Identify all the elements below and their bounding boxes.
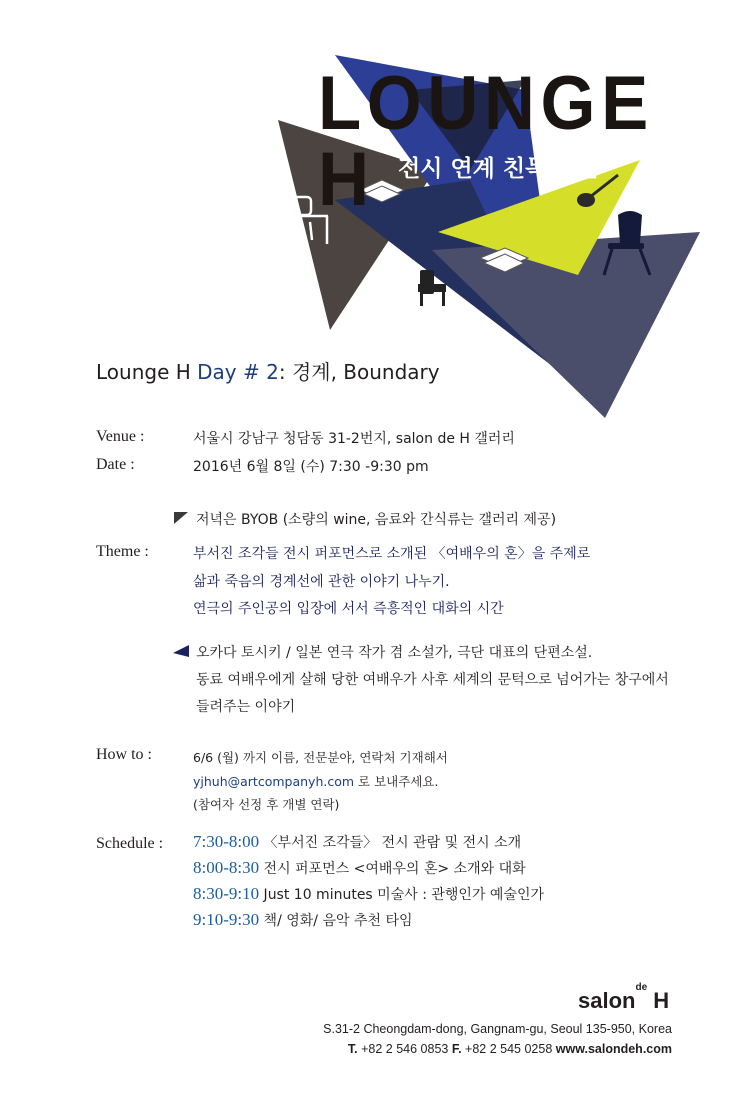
- brand-sup: de: [635, 981, 648, 993]
- fax-number: +82 2 545 0258: [461, 1042, 556, 1056]
- triangle-bullet-icon: [174, 512, 188, 524]
- footer-address: S.31-2 Cheongdam-dong, Gangnam-gu, Seoul 135-950, Korea: [323, 1022, 672, 1036]
- theme-line: 연극의 주인공의 입장에 서서 즉흥적인 대화의 시간: [193, 601, 504, 617]
- howto-line: (참여자 선정 후 개별 연락): [193, 797, 340, 812]
- theme-line: 삶과 죽음의 경계선에 관한 이야기 나누기.: [193, 574, 450, 590]
- fax-label: F.: [451, 1042, 462, 1056]
- tel-number: +82 2 546 0853: [357, 1042, 452, 1056]
- schedule-desc: Just 10 minutes 미술사 : 관행인가 예술인가: [259, 887, 545, 903]
- howto-email-link[interactable]: yjhuh@artcompanyh.com: [193, 774, 355, 789]
- schedule-time: 8:30-9:10: [193, 884, 260, 903]
- title-suffix: : 경계, Boundary: [278, 360, 440, 384]
- howto-line: 6/6 (월) 까지 이름, 전문분야, 연락처 기재해서: [193, 750, 448, 765]
- tagline: 전시 연계 친목 모임: [398, 156, 600, 182]
- triangle-bullet-icon: [173, 645, 189, 657]
- howto-line: [193, 772, 438, 790]
- schedule-time: 9:10-9:30: [193, 910, 260, 929]
- schedule-item: [193, 910, 413, 930]
- schedule-item: [193, 884, 544, 904]
- schedule-time: 7:30-8:00: [193, 832, 260, 851]
- website-link[interactable]: www.salondeh.com: [555, 1042, 672, 1056]
- brand-end: H: [647, 988, 670, 1013]
- schedule-item: [193, 858, 526, 878]
- footer-brand-logo: [578, 981, 670, 1014]
- venue-label: Venue :: [96, 428, 145, 445]
- schedule-desc: 책/ 영화/ 음악 추천 타임: [259, 913, 413, 929]
- venue-value: 서울시 강남구 청담동 31-2번지, salon de H 갤러리: [193, 431, 515, 447]
- footer-contact: [348, 1042, 672, 1056]
- title-day: Day # 2: [197, 360, 279, 384]
- event-title: [96, 356, 440, 385]
- story-line: 동료 여배우에게 살해 당한 여배우가 사후 세계의 문턱으로 넘어가는 창구에서: [196, 672, 669, 688]
- schedule-desc: 전시 퍼포먼스 <여배우의 혼> 소개와 대화: [259, 861, 526, 877]
- brand-main: salon: [578, 988, 636, 1013]
- schedule-desc: 〈부서진 조각들〉 전시 관람 및 전시 소개: [259, 835, 522, 851]
- schedule-time: 8:00-8:30: [193, 858, 260, 877]
- howto-label: How to :: [96, 746, 152, 763]
- title-prefix: Lounge H: [96, 360, 198, 384]
- date-label: Date :: [96, 456, 135, 473]
- theme-line: 부서진 조각들 전시 퍼포먼스로 소개된 〈여배우의 혼〉을 주제로: [193, 546, 591, 562]
- schedule-label: Schedule :: [96, 835, 164, 852]
- story-line: 들려주는 이야기: [196, 699, 296, 715]
- tel-label: T.: [347, 1042, 358, 1056]
- theme-label: Theme :: [96, 543, 149, 560]
- story-line: 오카다 토시키 / 일본 연극 작가 겸 소설가, 극단 대표의 단편소설.: [196, 645, 593, 661]
- byob-note: 저녁은 BYOB (소량의 wine, 음료와 간식류는 갤러리 제공): [196, 512, 557, 528]
- logo-lounge-h: LOUNGE H: [318, 61, 654, 222]
- date-value: 2016년 6월 8일 (수) 7:30 -9:30 pm: [193, 459, 429, 475]
- schedule-item: [193, 832, 521, 852]
- howto-suffix: 로 보내주세요.: [354, 774, 439, 789]
